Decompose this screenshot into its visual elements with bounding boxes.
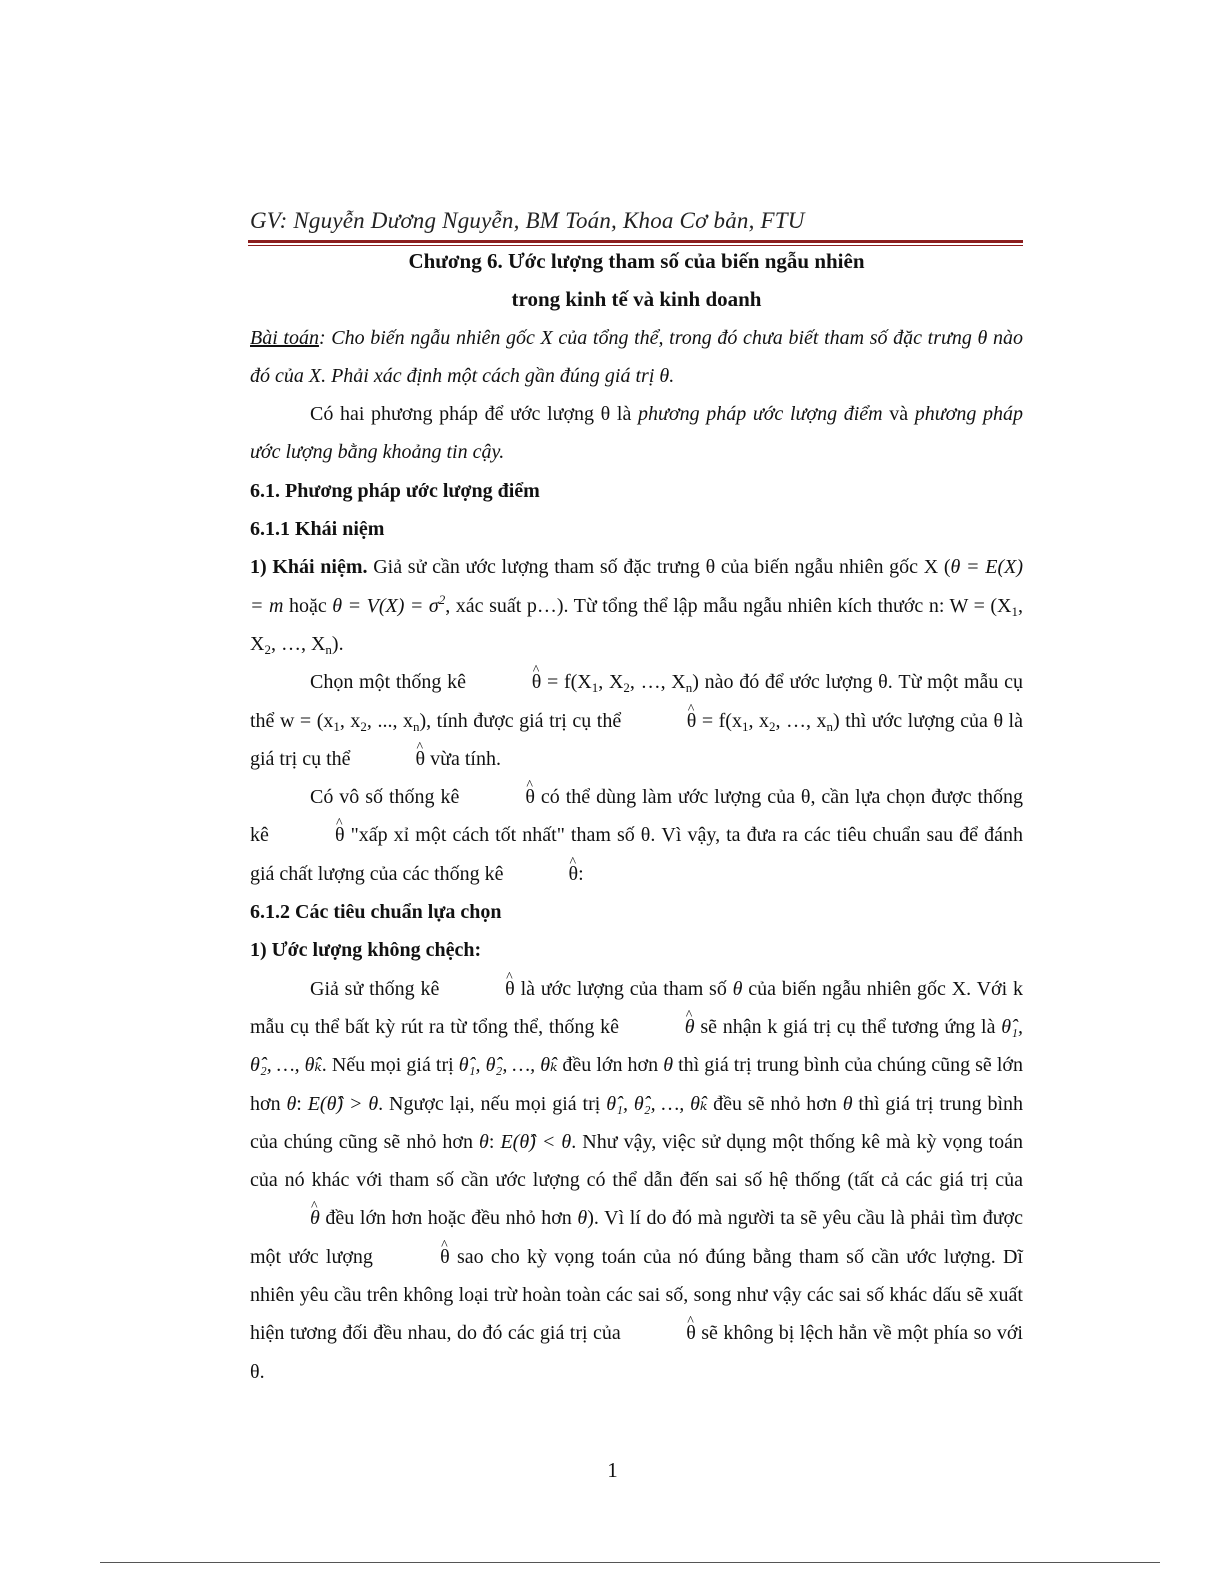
choose-text: = f(X <box>547 671 592 694</box>
theta-symbol: θ <box>577 1207 588 1230</box>
formula-variance-exp: 2 <box>438 591 446 607</box>
unbiased-text: thì giá trị trung bình của chúng cũng sẽ nhỏ hơn <box>250 1092 1024 1153</box>
section-6-1-2-heading: 6.1.2 Các tiêu chuẩn lựa chọn <box>250 901 502 924</box>
page-number: 1 <box>607 1458 618 1482</box>
section-6-1-heading: 6.1. Phương pháp ước lượng điểm <box>250 479 540 502</box>
many-text: : <box>578 862 584 885</box>
estimate-sequence: θ̂₁, θ̂₂, …, θ̂ₖ <box>606 1092 708 1115</box>
choose-text: , ..., x <box>366 709 413 732</box>
many-text: Có vô số thống kê <box>310 786 466 809</box>
theta-symbol: θ <box>286 1092 297 1115</box>
sub: 2 <box>769 718 776 734</box>
unbiased-paragraph <box>250 970 1023 1391</box>
unbiased-text: . Nếu mọi giá trị <box>321 1054 459 1077</box>
concept-text-4: , X <box>250 594 1023 655</box>
intro-text-2: và <box>882 403 915 426</box>
sub: n <box>685 680 693 696</box>
theta-symbol: θ <box>732 977 743 1000</box>
sub: n <box>412 718 420 734</box>
problem-text: : Cho biến ngẫu nhiên gốc X của tổng thể, trong đó chưa biết tham số đặc trưng θ nào đó của X. Phải xác định một cách gần đúng giá trị θ. <box>250 326 1023 387</box>
choose-text: ) nào đó để ước lượng θ. Từ một mẫu cụ thể w = (x <box>250 671 1024 732</box>
sub: 1 <box>1011 603 1018 619</box>
sub: 2 <box>264 641 271 657</box>
choose-text: vừa tính. <box>425 747 501 770</box>
choose-text: , x <box>748 709 769 732</box>
intro-method-2: phương pháp ước lượng bằng khoảng tin cậy. <box>250 403 1023 464</box>
unbiased-text: sẽ nhận k giá trị cụ thể tương ứng là <box>694 1015 1002 1038</box>
intro-method-1: phương pháp ước lượng điểm <box>637 403 883 426</box>
unbiased-text: của biến ngẫu nhiên gốc X. Với k mẫu cụ thể bất kỳ rút ra từ tổng thể, thống kê <box>250 977 1023 1038</box>
theta-symbol: θ <box>479 1130 489 1153</box>
estimate-sequence: θ̂₁, θ̂₂, …, θ̂ₖ <box>458 1054 558 1077</box>
theta-hat-symbol: ^ θ <box>275 816 345 854</box>
theta-hat-symbol: ^ θ <box>380 1238 450 1276</box>
sub: 1 <box>591 680 599 696</box>
theta-hat-symbol: ^ θ <box>445 970 515 1008</box>
sub: 1 <box>333 718 340 734</box>
choose-text: Chọn một thống kê <box>310 671 472 694</box>
formula-variance <box>332 591 446 617</box>
sub: 2 <box>623 680 630 696</box>
concept-text-5: , …, X <box>270 632 326 655</box>
theta-symbol: θ <box>663 1054 674 1077</box>
problem-label: Bài toán <box>250 326 319 349</box>
sub: 1 <box>741 718 749 734</box>
theta-symbol: θ <box>842 1092 853 1115</box>
unbiased-text: thì giá trị trung bình của chúng cũng sẽ lớn hơn <box>250 1054 1023 1115</box>
concept-text-6: ). <box>331 632 344 655</box>
concept-text-1: Giả sử cần ước lượng tham số đặc trưng θ của biến ngẫu nhiên gốc X ( <box>367 556 951 579</box>
section-6-1-1-heading: 6.1.1 Khái niệm <box>250 518 385 541</box>
choose-text: , x <box>339 709 361 732</box>
unbiased-text: . Ngược lại, nếu mọi giá trị <box>378 1092 607 1115</box>
unbiased-text: : <box>296 1092 308 1115</box>
footer-rule <box>100 1562 1160 1563</box>
sub: n <box>325 641 332 657</box>
concept-text-3: , xác suất p…). Từ tổng thể lập mẫu ngẫu nhiên kích thước n: W = (X <box>445 594 1012 617</box>
choose-text: , …, x <box>775 709 827 732</box>
unbiased-text: sẽ không bị lệch hẳn về một phía so với θ. <box>250 1322 1023 1383</box>
sub: 2 <box>360 718 367 734</box>
theta-hat-symbol: ^ θ <box>356 740 426 778</box>
unbiased-text: sao cho kỳ vọng toán của nó đúng bằng tham số cần ước lượng. Dĩ nhiên yêu cầu trên không loại trừ hoàn toàn các sai số, song như vậy các sai số khác dấu sẽ xuất hiện tương đối đều nhau, do đó các giá trị của <box>250 1245 1023 1345</box>
theta-hat-symbol: ^ θ <box>465 778 535 816</box>
choose-paragraph <box>250 663 1023 778</box>
choose-text: = f(x <box>701 709 742 732</box>
unbiased-heading: 1) Ước lượng không chệch: <box>250 939 482 962</box>
concept-text-2: hoặc <box>283 594 333 617</box>
theta-hat-symbol: ^ θ <box>627 702 697 740</box>
concept-paragraph <box>250 548 1023 663</box>
many-text: có thể dùng làm ước lượng của θ, cần lựa chọn được thống kê <box>250 786 1024 847</box>
intro-text-1: Có hai phương pháp để ước lượng θ là <box>310 403 638 426</box>
unbiased-text: là ước lượng của tham số <box>514 977 733 1000</box>
concept-lead: 1) Khái niệm. <box>250 556 368 579</box>
many-statistics-paragraph <box>250 778 1023 893</box>
choose-text: , X <box>598 671 624 694</box>
choose-text: ), tính được giá trị cụ thể <box>419 709 627 732</box>
sub: n <box>826 718 834 734</box>
page-header: GV: Nguyễn Dương Nguyễn, BM Toán, Khoa Cơ bản, FTU <box>250 208 805 233</box>
theta-hat-symbol: ^ θ <box>472 663 542 701</box>
document-body <box>250 242 1023 1391</box>
unbiased-text: đều sẽ nhỏ hơn <box>707 1092 843 1115</box>
unbiased-text: . Như vậy, việc sử dụng một thống kê mà kỳ vọng toán của nó khác với tham số cần ước lượng có thể dẫn đến sai số hệ thống (tất cả các giá trị của <box>250 1130 1024 1192</box>
formula-bias-negative: E(θ̂) < θ <box>500 1130 572 1153</box>
unbiased-text: Giả sử thống kê <box>310 977 446 1000</box>
intro-paragraph <box>250 395 1023 472</box>
theta-hat-symbol: ^ θ <box>625 1008 695 1046</box>
chapter-title-line1: Chương 6. Ước lượng tham số của biến ngẫu nhiên <box>408 249 865 273</box>
chapter-title-line2: trong kinh tế và kinh doanh <box>511 287 762 312</box>
problem-statement <box>250 319 1023 396</box>
unbiased-text: đều lớn hơn hoặc đều nhỏ hơn <box>319 1207 578 1230</box>
formula-variance-body: θ = V(X) = σ <box>332 594 439 617</box>
estimate-sequence: θ̂₁, θ̂₂, …, θ̂ₖ <box>250 1015 1023 1077</box>
unbiased-text: : <box>488 1130 501 1153</box>
formula-bias-positive: E(θ̂) > θ <box>307 1092 379 1115</box>
formula-expectation: θ = E(X) = m <box>250 556 1023 617</box>
many-text: "xấp xỉ một cách tốt nhất" tham số θ. Vì vậy, ta đưa ra các tiêu chuẩn sau để đánh giá chất lượng của các thống kê <box>250 824 1023 885</box>
theta-hat-symbol: ^ θ <box>250 1199 320 1237</box>
choose-text: , …, X <box>629 671 686 694</box>
unbiased-text: đều lớn hơn <box>557 1054 664 1077</box>
theta-hat-symbol: ^ θ <box>509 855 579 893</box>
theta-hat-symbol: ^ θ <box>626 1314 696 1352</box>
unbiased-text: ). Vì lí do đó mà người ta sẽ yêu cầu là phải tìm được một ước lượng <box>250 1207 1024 1268</box>
choose-text: ) thì ước lượng của θ là giá trị cụ thể <box>250 709 1023 770</box>
